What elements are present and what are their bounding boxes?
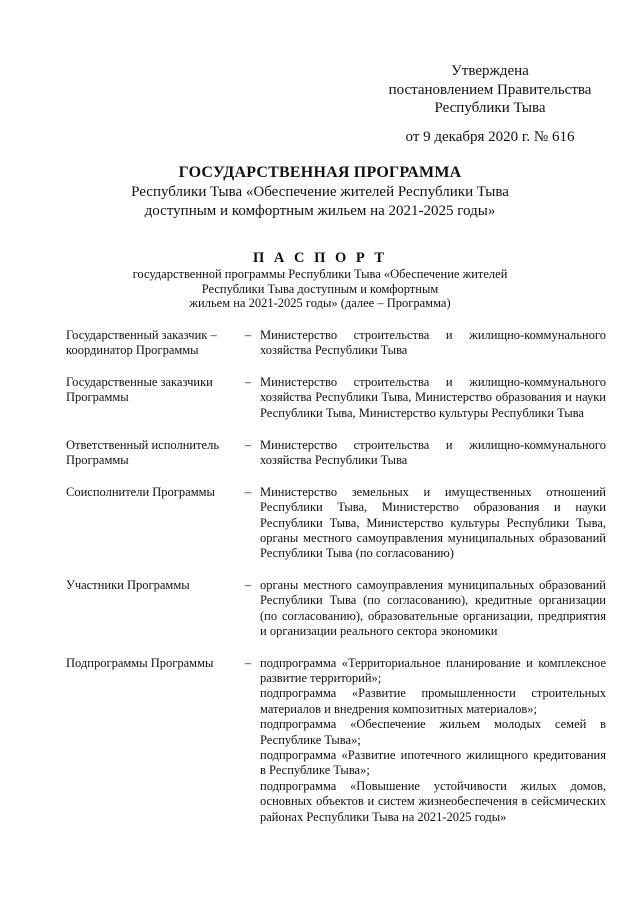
passport-subtitle-line-3: жильем на 2021-2025 годы» (далее – Программа) <box>189 296 451 310</box>
approval-stamp <box>360 62 620 146</box>
subprogram-item: подпрограмма «Обеспечение жильем молодых семей в Республике Тыва»; <box>260 717 606 747</box>
row-value: органы местного самоуправления муниципальных образований Республики Тыва (по согласованию), кредитные организации (по согласованию), образовательные организации, предприятия и организации реального сектора экономики <box>260 577 606 639</box>
row-label <box>66 485 236 562</box>
passport-subtitle-line-2: Республики Тыва доступным и комфортным <box>201 281 439 296</box>
row-label <box>66 578 236 640</box>
approval-line-1: Утверждена <box>451 63 529 79</box>
row-label <box>66 438 236 469</box>
program-title: ГОСУДАРСТВЕННАЯ ПРОГРАММА <box>178 164 462 181</box>
row-dash: – <box>244 438 252 453</box>
row-value: Министерство строительства и жилищно-коммунального хозяйства Республики Тыва, Министерство образования и науки Республики Тыва, Министерство культуры Республики Тыва <box>260 374 606 420</box>
program-subtitle-line-1: Республики Тыва «Обеспечение жителей Республики Тыва <box>131 184 509 200</box>
row-label <box>66 375 236 421</box>
subprogram-item: подпрограмма «Повышение устойчивости жилых домов, основных объектов и систем жизнеобеспечения в сейсмических районах Республики Тыва на 2021-2025 годы» <box>260 778 606 824</box>
subprogram-item: подпрограмма «Развитие промышленности строительных материалов и внедрения композитных материалов»; <box>260 686 606 716</box>
row-label-line: Участники Программы <box>66 577 190 592</box>
row-label <box>66 656 236 825</box>
program-heading <box>70 163 570 221</box>
row-label-line: Ответственный исполнитель <box>66 438 220 453</box>
passport-row-state-customer <box>66 328 606 359</box>
row-dash: – <box>244 577 252 592</box>
row-dash: – <box>244 655 252 670</box>
passport-row-state-customers <box>66 375 606 421</box>
row-label-line: Подпрограммы Программы <box>66 655 214 670</box>
passport-subtitle-line-1: государственной программы Республики Тыва «Обеспечение жителей <box>132 267 508 281</box>
row-label <box>66 328 236 359</box>
passport-title: П А С П О Р Т <box>252 250 388 266</box>
row-dash: – <box>244 328 252 342</box>
row-label-line: Программы <box>66 390 129 405</box>
passport-row-co-executors <box>66 485 606 562</box>
row-label-line: Государственный заказчик – <box>66 328 217 342</box>
approval-date: от 9 декабря 2020 г. № 616 <box>405 128 575 145</box>
program-subtitle-line-2: доступным и комфортным жильем на 2021-2025 годы» <box>144 203 496 219</box>
row-dash: – <box>244 374 252 389</box>
row-value: Министерство земельных и имущественных отношений Республики Тыва, Министерство образования и науки Республики Тыва, Министерство культуры Республики Тыва, органы местного самоуправления муниципальных образований Республики Тыва (по согласованию) <box>260 484 606 561</box>
row-label-line: Соисполнители Программы <box>66 484 215 499</box>
row-value: Министерство строительства и жилищно-коммунального хозяйства Республики Тыва <box>260 328 606 358</box>
row-label-line: координатор Программы <box>66 343 199 358</box>
row-dash: – <box>244 484 252 499</box>
row-label-line: Программы <box>66 453 129 468</box>
subprogram-item: подпрограмма «Развитие ипотечного жилищного кредитования в Республике Тыва»; <box>260 747 606 778</box>
subprogram-item: подпрограмма «Территориальное планирование и комплексное развитие территорий»; <box>260 655 606 685</box>
approval-line-2: постановлением Правительства <box>388 81 592 98</box>
passport-row-participants <box>66 578 606 640</box>
passport-row-subprograms <box>66 656 606 825</box>
passport-heading <box>100 249 540 311</box>
approval-line-3: Республики Тыва <box>434 100 546 116</box>
row-label-line: Государственные заказчики <box>66 374 213 389</box>
row-value-list <box>260 656 606 825</box>
passport-table <box>66 328 606 825</box>
row-value: Министерство строительства и жилищно-коммунального хозяйства Республики Тыва <box>260 438 606 468</box>
passport-row-responsible-executor <box>66 438 606 469</box>
